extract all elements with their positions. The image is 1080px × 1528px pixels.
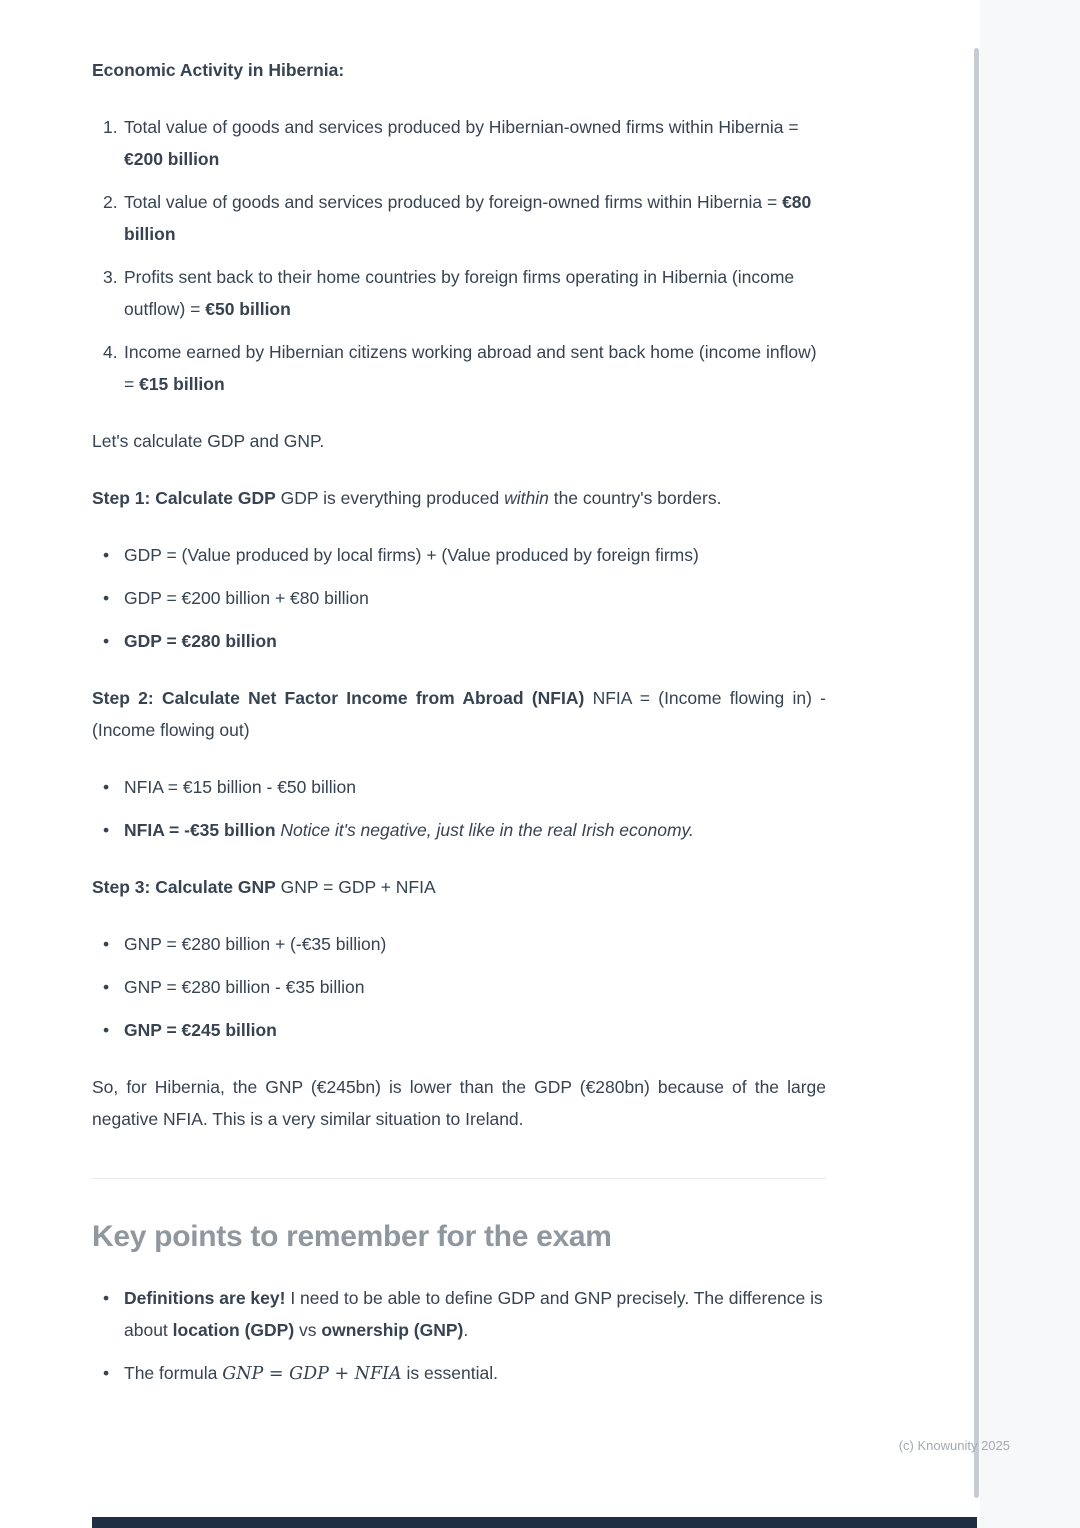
text-segment: GDP = €280 billion <box>124 631 277 651</box>
document-content <box>92 54 826 1415</box>
list-item-text <box>124 1282 826 1346</box>
text-segment: Total value of goods and services produced by Hibernian-owned firms within Hibernia = <box>124 117 799 137</box>
paragraph-step2 <box>92 682 826 746</box>
list-item-text <box>124 539 826 571</box>
list-item <box>92 186 826 250</box>
list-marker: 3. <box>103 267 118 287</box>
list-item <box>92 111 826 175</box>
list-item <box>92 1014 826 1046</box>
text-segment: GDP = (Value produced by local firms) + (Value produced by foreign firms) <box>124 545 699 565</box>
list-item <box>92 582 826 614</box>
list-item <box>92 336 826 400</box>
bullet-marker: • <box>103 977 110 997</box>
footer-credit: (c) Knowunity 2025 <box>898 1438 1010 1453</box>
bullet-marker: • <box>103 820 110 840</box>
text-segment: Step 3: Calculate GNP <box>92 877 276 897</box>
text-segment: GDP = €200 billion + €80 billion <box>124 588 369 608</box>
bullet-list-nfia <box>92 771 826 846</box>
bullet-marker: • <box>103 588 110 608</box>
key-points-heading: Key points to remember for the exam <box>92 1220 612 1253</box>
text-segment: GNP = €280 billion - €35 billion <box>124 977 365 997</box>
text-segment: . <box>463 1320 469 1340</box>
scrollbar-thumb[interactable] <box>974 48 979 1498</box>
bullet-marker: • <box>103 545 110 565</box>
text-segment: ownership (GNP) <box>321 1320 464 1340</box>
text-segment: Economic Activity in Hibernia: <box>92 60 345 80</box>
list-marker: 1. <box>103 117 118 137</box>
text-segment: €80 billion <box>124 192 812 244</box>
text-segment: €200 billion <box>124 149 220 169</box>
list-item <box>92 539 826 571</box>
text-segment: NFIA = €15 billion - €50 billion <box>124 777 357 797</box>
section-title <box>92 54 826 86</box>
bullet-list-key-points <box>92 1282 826 1390</box>
text-segment: NFIA = -€35 billion <box>124 820 276 840</box>
list-item-text <box>124 582 826 614</box>
text-segment: Let's calculate GDP and GNP. <box>92 431 325 451</box>
list-item-text <box>124 814 826 846</box>
list-marker: 2. <box>103 192 118 212</box>
text-segment: within <box>504 488 549 508</box>
list-item <box>92 971 826 1003</box>
paragraph-step1 <box>92 482 826 514</box>
paragraph-intro <box>92 425 826 457</box>
bullet-list-gnp <box>92 928 826 1046</box>
bullet-marker: • <box>103 1288 110 1308</box>
list-item <box>92 625 826 657</box>
text-segment: Profits sent back to their home countries by foreign firms operating in Hibernia (income outflow) = <box>124 267 795 319</box>
text-segment: So, for Hibernia, the GNP (€245bn) is lower than the GDP (€280bn) because of the large negative NFIA. This is a very similar situation to Ireland. <box>92 1077 826 1129</box>
text-segment: Notice it's negative, just like in the real Irish economy. <box>275 820 694 840</box>
text-segment: Step 2: Calculate Net Factor Income from Abroad (NFIA) <box>92 688 585 708</box>
list-item-text <box>124 928 826 960</box>
list-item <box>92 261 826 325</box>
list-item <box>92 1357 826 1390</box>
list-item <box>92 928 826 960</box>
list-item-text <box>124 1357 826 1390</box>
list-item-text <box>124 1014 826 1046</box>
text-segment: €50 billion <box>205 299 291 319</box>
bullet-marker: • <box>103 777 110 797</box>
bullet-marker: • <box>103 934 110 954</box>
text-segment: the country's borders. <box>548 488 722 508</box>
list-item-text <box>124 625 826 657</box>
paragraph-conclusion <box>92 1071 826 1135</box>
footer-bar <box>92 1517 977 1528</box>
list-item <box>92 1282 826 1346</box>
text-segment: vs <box>294 1320 322 1340</box>
list-item-text <box>124 186 826 250</box>
paragraph-step3 <box>92 871 826 903</box>
bullet-marker: • <box>103 1363 110 1383</box>
section-divider <box>92 1178 826 1179</box>
list-item-text <box>124 771 826 803</box>
list-item-text <box>124 971 826 1003</box>
text-segment: €15 billion <box>139 374 225 394</box>
text-segment: GNP = €280 billion + (-€35 billion) <box>124 934 387 954</box>
text-segment: is essential. <box>401 1363 498 1383</box>
text-segment: GDP is everything produced <box>275 488 505 508</box>
text-segment: Definitions are key! <box>124 1288 286 1308</box>
list-item <box>92 814 826 846</box>
list-item-text <box>124 111 826 175</box>
text-segment: I need to be able to define GDP and GNP precisely. The difference is about <box>124 1288 823 1340</box>
numbered-list <box>92 111 826 400</box>
bullet-marker: • <box>103 631 110 651</box>
list-item <box>92 771 826 803</box>
text-segment: Total value of goods and services produced by foreign-owned firms within Hibernia = <box>124 192 783 212</box>
list-item-text <box>124 336 826 400</box>
side-panel <box>980 0 1080 1528</box>
bullet-list-gdp <box>92 539 826 657</box>
text-segment: Income earned by Hibernian citizens working abroad and sent back home (income inflow) = <box>124 342 817 394</box>
text-segment: Step 1: Calculate GDP <box>92 488 276 508</box>
text-segment: GNP = GDP + NFIA <box>275 877 436 897</box>
text-segment: The formula <box>124 1363 223 1383</box>
list-item-text <box>124 261 826 325</box>
list-marker: 4. <box>103 342 118 362</box>
bullet-marker: • <box>103 1020 110 1040</box>
text-segment: location (GDP) <box>172 1320 295 1340</box>
text-segment: GNP = €245 billion <box>124 1020 277 1040</box>
text-segment: NFIA = (Income flowing in) - (Income flowing out) <box>92 688 826 740</box>
text-segment: GNP = GDP + NFIA <box>222 1364 402 1384</box>
